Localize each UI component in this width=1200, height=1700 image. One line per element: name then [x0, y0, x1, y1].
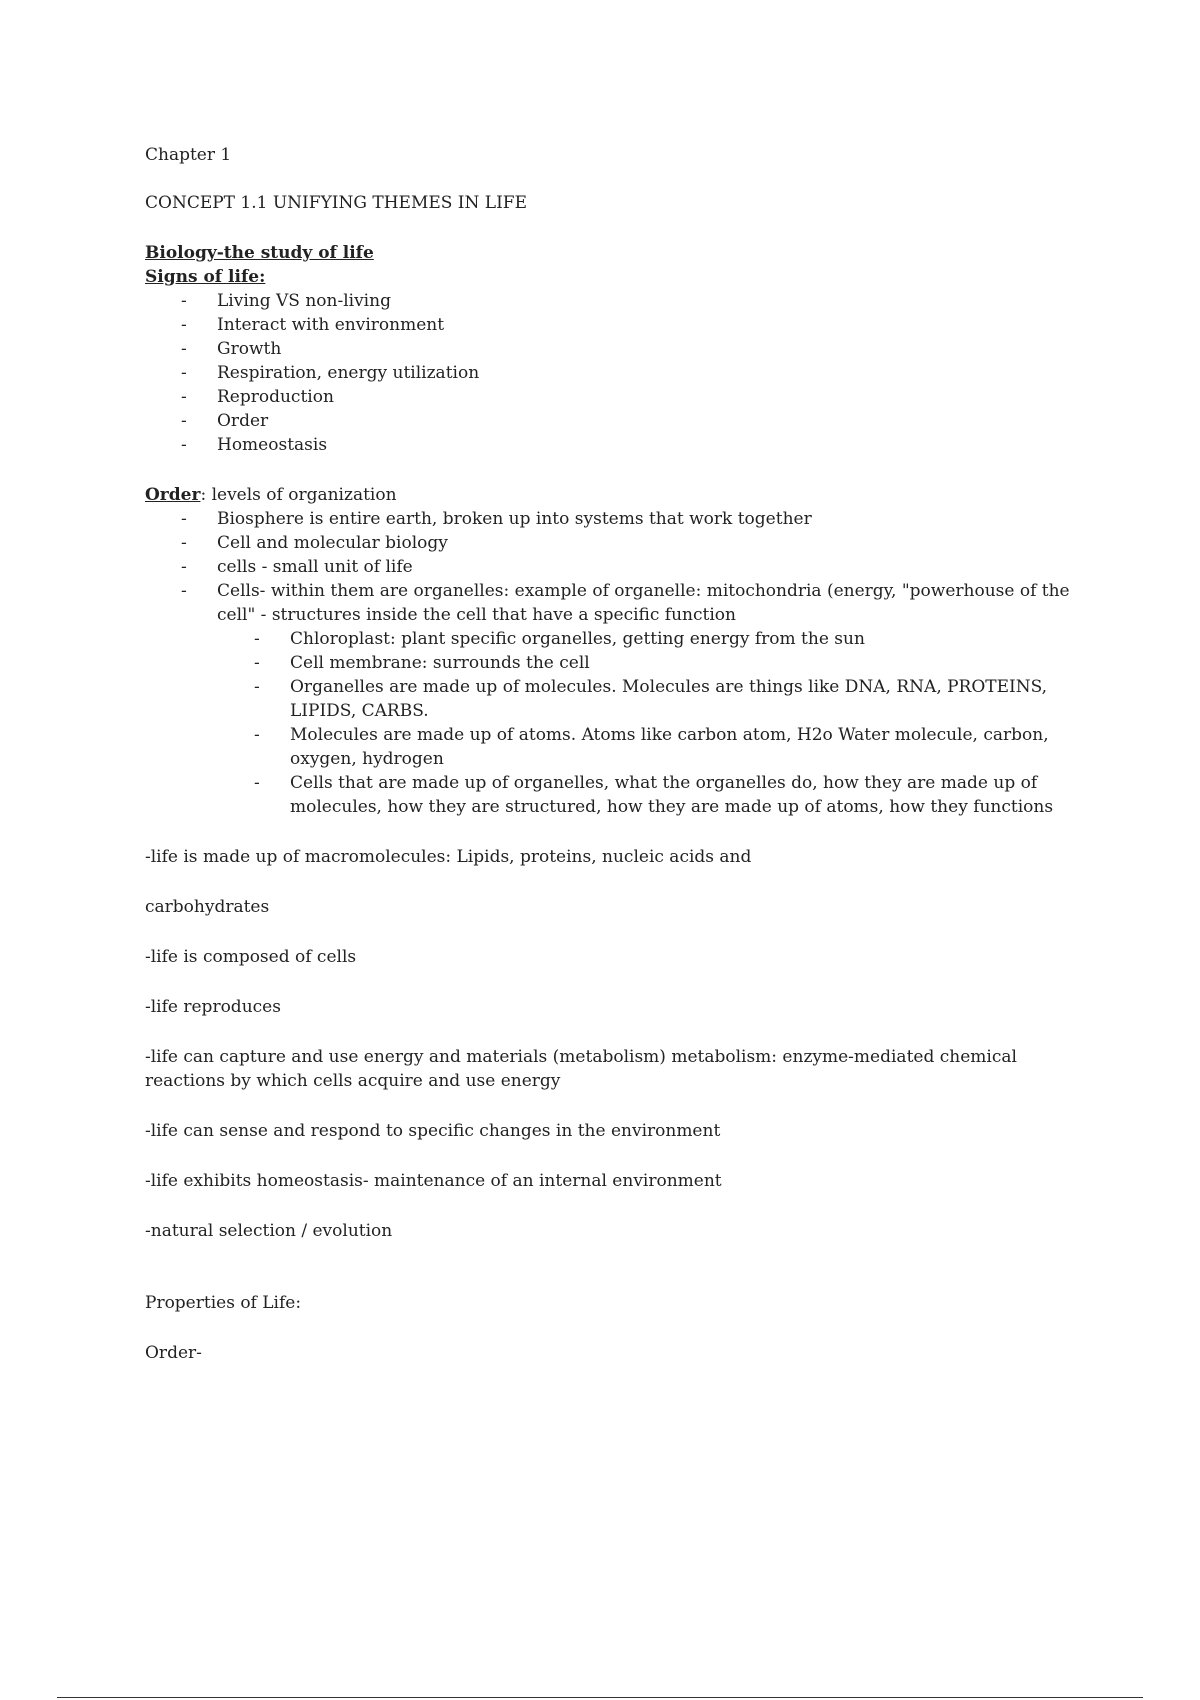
order-label: Order — [145, 485, 201, 505]
list-item: - Biosphere is entire earth, broken up into systems that work together — [217, 507, 1090, 531]
life-carbohydrates: carbohydrates — [145, 897, 270, 917]
order-end: Order- — [145, 1343, 202, 1363]
organelle-intro: Cells- within them are organelles: example of organelle: mitochondria (energy, "powerhouse of the cell" - structures inside the cell that have a specific function — [217, 581, 1070, 625]
life-metabolism: -life can capture and use energy and materials (metabolism) metabolism: enzyme-mediated chemical reactions by which cells acquire and use energy — [145, 1047, 1017, 1091]
list-item: - Molecules are made up of atoms. Atoms like carbon atom, H2o Water molecule, carbon, oxygen, hydrogen — [290, 723, 1090, 771]
life-reproduces: -life reproduces — [145, 997, 281, 1017]
list-item: - Cells that are made up of organelles, what the organelles do, how they are made up of molecules, how they are structured, how they are made up of atoms, how they functions — [290, 771, 1090, 819]
list-item: - Cell membrane: surrounds the cell — [290, 651, 1090, 675]
list-item: - Homeostasis — [217, 433, 1090, 457]
order-list — [145, 507, 1090, 819]
list-item: - Growth — [217, 337, 1090, 361]
signs-heading: Signs of life: — [145, 267, 266, 287]
chapter-title: Chapter 1 — [145, 145, 232, 165]
list-item: - Cell and molecular biology — [217, 531, 1090, 555]
list-item: - Order — [217, 409, 1090, 433]
life-cells: -life is composed of cells — [145, 947, 357, 967]
list-item: - Reproduction — [217, 385, 1090, 409]
order-heading-line — [145, 483, 1090, 507]
biology-definition: Biology-the study of life — [145, 243, 374, 263]
list-item — [217, 579, 1090, 819]
page-divider — [57, 1697, 1143, 1698]
life-evolution: -natural selection / evolution — [145, 1221, 393, 1241]
signs-list — [145, 289, 1090, 457]
properties-heading: Properties of Life: — [145, 1293, 302, 1313]
list-item: - Respiration, energy utilization — [217, 361, 1090, 385]
organelle-list — [217, 627, 1090, 819]
life-macromolecules: -life is made up of macromolecules: Lipids, proteins, nucleic acids and — [145, 847, 752, 867]
list-item: - Interact with environment — [217, 313, 1090, 337]
document-page — [145, 143, 1090, 1365]
list-item: - Chloroplast: plant specific organelles, getting energy from the sun — [290, 627, 1090, 651]
list-item: - cells - small unit of life — [217, 555, 1090, 579]
order-text: : levels of organization — [200, 485, 397, 505]
list-item: - Organelles are made up of molecules. Molecules are things like DNA, RNA, PROTEINS, LIPIDS, CARBS. — [290, 675, 1090, 723]
life-homeostasis: -life exhibits homeostasis- maintenance of an internal environment — [145, 1171, 722, 1191]
concept-heading: CONCEPT 1.1 UNIFYING THEMES IN LIFE — [145, 193, 528, 213]
life-sense: -life can sense and respond to specific changes in the environment — [145, 1121, 721, 1141]
list-item: - Living VS non-living — [217, 289, 1090, 313]
